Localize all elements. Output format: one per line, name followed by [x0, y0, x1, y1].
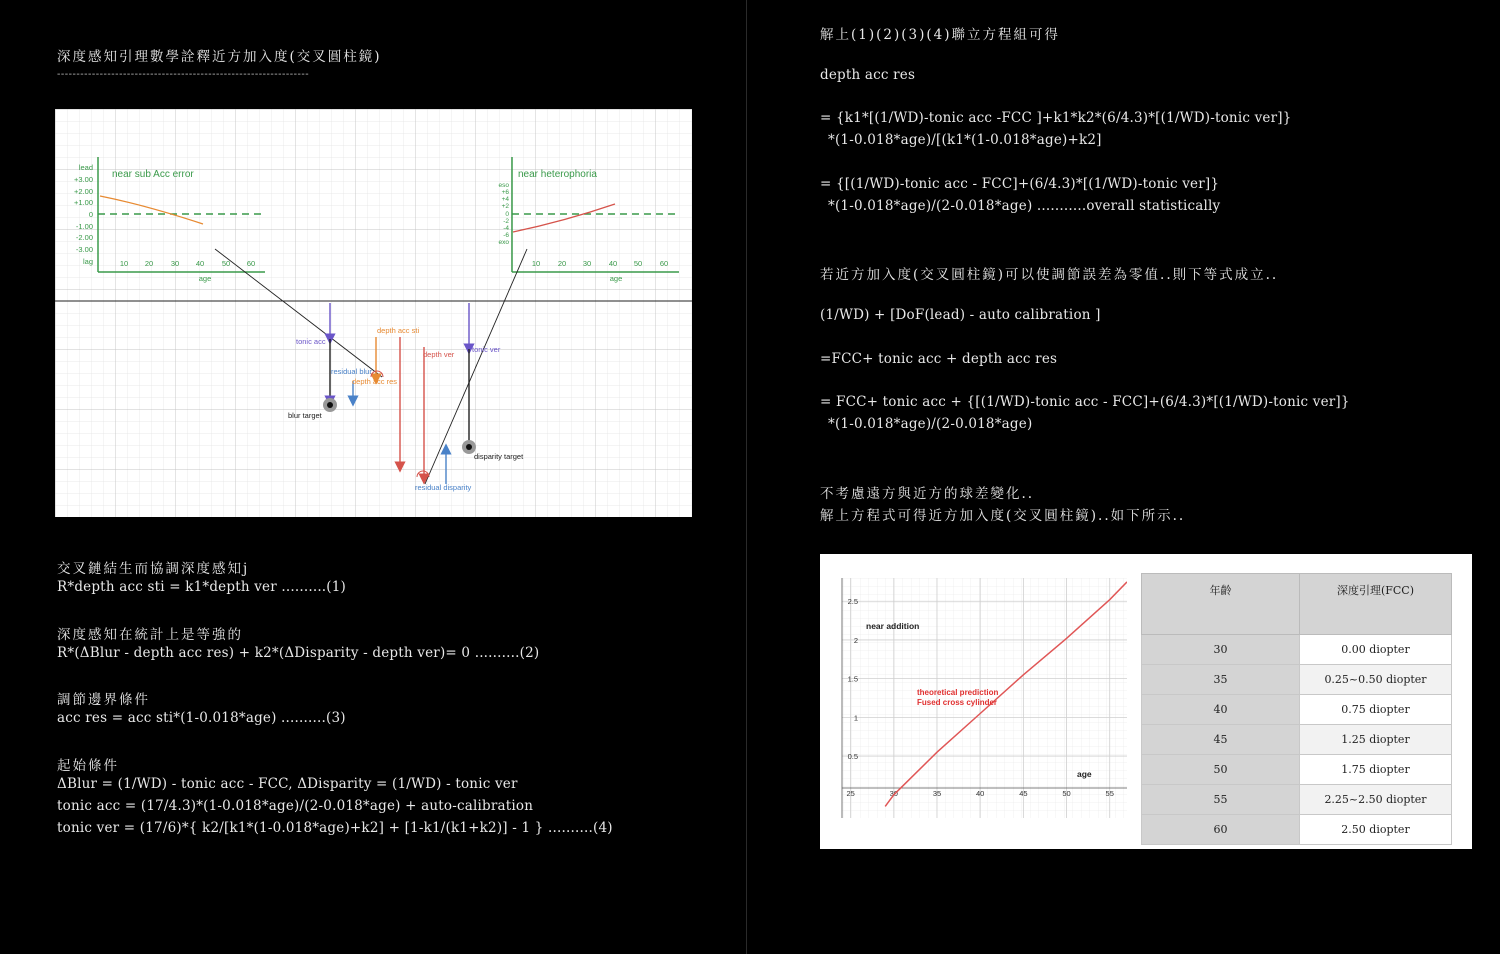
table-cell: 30	[1142, 635, 1300, 665]
x-tick: 60	[246, 259, 256, 268]
y-tick: -3.00	[75, 245, 93, 254]
chart-x-tick: 55	[1105, 789, 1114, 798]
y-tick: lag	[82, 257, 93, 266]
y-tick: eso	[498, 182, 509, 189]
y-tick: 0	[505, 211, 509, 218]
disparity-target-label: disparity target	[474, 452, 524, 461]
table-cell: 0.75 diopter	[1300, 695, 1452, 725]
chart-y-tick: 2	[853, 635, 858, 645]
blur-target-label: blur target	[288, 411, 322, 420]
chart-x-tick: 25	[846, 789, 855, 798]
condition-heading: 若近方加入度(交叉圓柱鏡)可以使調節誤差為零值..則下等式成立..	[820, 267, 1279, 283]
table-cell: 0.25~0.50 diopter	[1300, 665, 1452, 695]
x-tick: 40	[608, 259, 618, 268]
chart-x-tick: 30	[889, 789, 898, 798]
result-equation-line4: *(1-0.018*age)/(2-0.018*age) ...........overall statistically	[828, 198, 1221, 214]
y-tick: exo	[498, 239, 509, 246]
y-tick: +3.00	[74, 175, 93, 184]
table-cell: 1.75 diopter	[1300, 755, 1452, 785]
table-cell: 35	[1142, 665, 1300, 695]
table-cell: 55	[1142, 785, 1300, 815]
left-title: 深度感知引理數學詮釋近方加入度(交叉圓柱鏡)	[57, 49, 382, 65]
chart-y-tick: 2.5	[847, 597, 858, 607]
y-tick: +2.00	[74, 187, 93, 196]
chart-y-tick: 0.5	[847, 752, 858, 762]
table-cell: 60	[1142, 815, 1300, 845]
y-tick: +6	[501, 189, 509, 196]
x-tick: 50	[221, 259, 231, 268]
tonic-acc-label: tonic acc	[296, 337, 326, 346]
table-cell: 50	[1142, 755, 1300, 785]
initial-condition-1: ΔBlur = (1/WD) - tonic acc - FCC, ΔDisparity = (1/WD) - tonic ver	[57, 776, 518, 792]
y-tick: -4	[503, 225, 509, 232]
x-tick: 50	[633, 259, 643, 268]
table-row	[1142, 695, 1452, 725]
tonic-ver-label: tonic ver	[472, 345, 501, 354]
chart-x-tick: 35	[932, 789, 942, 798]
diagram-svg	[55, 109, 692, 517]
left-plot-label: near sub Acc error	[112, 169, 194, 180]
y-tick: +1.00	[74, 198, 93, 207]
residual-disparity-label: residual disparity	[415, 483, 472, 492]
chart-x-tick: 50	[1062, 789, 1071, 798]
x-tick: 30	[582, 259, 592, 268]
x-axis-label: age	[198, 274, 212, 283]
residual-blur-label: residual blur	[331, 367, 372, 376]
x-tick: 20	[557, 259, 567, 268]
y-tick: -2	[503, 218, 509, 225]
y-tick: lead	[78, 163, 93, 172]
near-addition-chart	[826, 570, 1132, 826]
y-tick: +4	[501, 196, 509, 203]
table-row	[1142, 815, 1452, 845]
y-tick: 0	[88, 210, 93, 219]
table-row	[1142, 635, 1452, 665]
note-line2: 解上方程式可得近方加入度(交叉圓柱鏡)..如下所示..	[820, 508, 1186, 524]
chart-x-label: age	[1077, 769, 1092, 779]
depth-acc-res-label: depth acc res	[352, 377, 398, 386]
table-cell: 2.50 diopter	[1300, 815, 1452, 845]
chart-annotation-1: theoretical prediction	[917, 688, 999, 697]
fcc-table	[1141, 573, 1452, 845]
x-tick: 10	[531, 259, 541, 268]
section-2-heading: 深度感知在統計上是等強的	[57, 627, 243, 643]
table-header-fcc: 深度引理(FCC)	[1300, 574, 1452, 635]
section-3-heading: 調節邊界條件	[57, 692, 150, 708]
y-tick: -2.00	[75, 233, 93, 242]
table-row	[1142, 725, 1452, 755]
chart-y-label: near addition	[866, 621, 920, 631]
chart-y-tick: 1	[853, 713, 858, 723]
table-cell: 40	[1142, 695, 1300, 725]
fcc-equation-line3: *(1-0.018*age)/(2-0.018*age)	[828, 416, 1033, 432]
y-tick: +2	[501, 203, 509, 210]
x-tick: 60	[659, 259, 669, 268]
result-equation-line3: = {[(1/WD)-tonic acc - FCC]+(6/4.3)*[(1/WD)-tonic ver]}	[820, 176, 1220, 192]
chart-x-tick: 40	[976, 789, 985, 798]
table-row	[1142, 665, 1452, 695]
depth-perception-diagram	[55, 109, 692, 517]
table-cell: 2.25~2.50 diopter	[1300, 785, 1452, 815]
table-cell: 45	[1142, 725, 1300, 755]
table-row	[1142, 785, 1452, 815]
section-1-heading: 交叉鏈結生而協調深度感知j	[57, 561, 250, 577]
chart-y-tick: 1.5	[847, 674, 858, 684]
table-header-age: 年齡	[1142, 574, 1300, 635]
y-tick: -6	[503, 232, 509, 239]
x-tick: 40	[195, 259, 205, 268]
depth-acc-res-label: depth acc res	[820, 67, 916, 83]
fcc-equation-line2: = FCC+ tonic acc + {[(1/WD)-tonic acc - FCC]+(6/4.3)*[(1/WD)-tonic ver]}	[820, 394, 1350, 410]
equation-1: R*depth acc sti = k1*depth ver ..........(1)	[57, 579, 347, 595]
equation-4: tonic ver = (17/6)*{ k2/[k1*(1-0.018*age)+k2] + [1-k1/(k1+k2)] - 1 } ..........(4)	[57, 820, 613, 836]
section-4-heading: 起始條件	[57, 758, 119, 774]
note-line1: 不考慮遠方與近方的球差變化..	[820, 486, 1035, 502]
chart-x-tick: 45	[1019, 789, 1028, 798]
initial-condition-2: tonic acc = (17/4.3)*(1-0.018*age)/(2-0.018*age) + auto-calibration	[57, 798, 534, 814]
condition-equation: (1/WD) + [DoF(lead) - auto calibration ]	[820, 307, 1101, 323]
x-axis-label: age	[609, 274, 623, 283]
right-plot-label: near heterophoria	[518, 169, 597, 180]
x-tick: 30	[170, 259, 180, 268]
table-cell: 1.25 diopter	[1300, 725, 1452, 755]
equation-3: acc res = acc sti*(1-0.018*age) ..........(3)	[57, 710, 346, 726]
fcc-equation-line1: =FCC+ tonic acc + depth acc res	[820, 351, 1058, 367]
table-row	[1142, 755, 1452, 785]
chart-annotation-2: Fused cross cylinder	[917, 698, 998, 707]
solve-heading: 解上(1)(2)(3)(4)聯立方程組可得	[820, 27, 1060, 43]
depth-acc-sti-label: depth acc sti	[377, 326, 420, 335]
depth-ver-label: depth ver	[423, 350, 455, 359]
x-tick: 20	[144, 259, 154, 268]
equation-2: R*(ΔBlur - depth acc res) + k2*(ΔDisparity - depth ver)= 0 ..........(2)	[57, 645, 540, 661]
result-equation-line2: *(1-0.018*age)/[(k1*(1-0.018*age)+k2]	[828, 132, 1102, 148]
x-tick: 10	[119, 259, 129, 268]
result-equation-line1: = {k1*[(1/WD)-tonic acc -FCC ]+k1*k2*(6/4.3)*[(1/WD)-tonic ver]}	[820, 110, 1292, 126]
title-rule: -----------------------------------------------------------------	[57, 69, 310, 80]
y-tick: -1.00	[75, 222, 93, 231]
table-cell: 0.00 diopter	[1300, 635, 1452, 665]
